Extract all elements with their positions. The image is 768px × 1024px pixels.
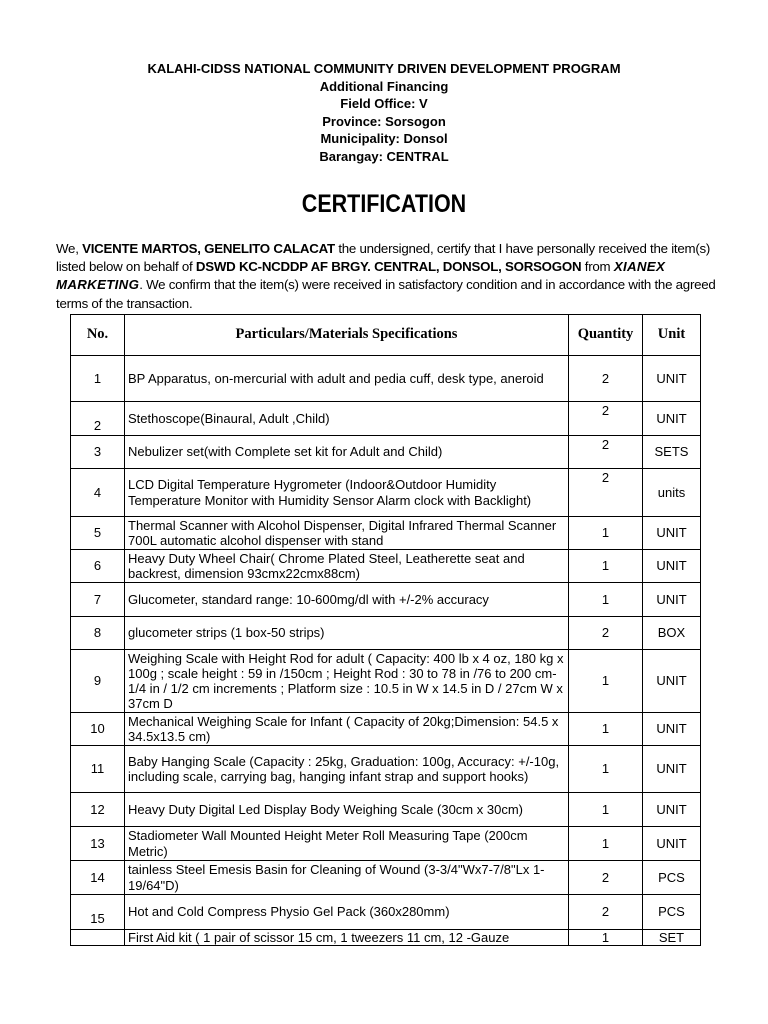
item-no: [71, 930, 125, 946]
table-row: [71, 550, 701, 583]
table-header-row: [71, 315, 701, 356]
item-description: Stethoscope(Binaural, Adult ,Child): [125, 402, 569, 436]
item-unit: PCS: [643, 861, 701, 895]
item-no: 3: [71, 436, 125, 469]
item-unit: UNIT: [643, 517, 701, 550]
table-row: [71, 617, 701, 650]
item-unit: UNIT: [643, 713, 701, 746]
field-office-line: Field Office: V: [340, 96, 428, 111]
item-description: Weighing Scale with Height Rod for adult ( Capacity: 400 lb x 4 oz, 180 kg x 100g ; scale height : 59 in /150cm ; Height Rod : 30 to 78 in /76 to 200 cm-1/4 in / 1/2 cm increments ; Platform size : 10.5 in W x 14.5 in D / 27cm W x 37cm D: [125, 650, 569, 713]
table-row: [71, 713, 701, 746]
item-quantity: 1: [569, 583, 643, 617]
table-row: [71, 436, 701, 469]
item-description: First Aid kit ( 1 pair of scissor 15 cm, 1 tweezers 11 cm, 12 -Gauze: [125, 930, 569, 946]
certification-paragraph: [56, 240, 716, 313]
table-row: [71, 583, 701, 617]
item-quantity: 1: [569, 793, 643, 827]
item-quantity: 1: [569, 746, 643, 793]
table-row: [71, 746, 701, 793]
item-no: 7: [71, 583, 125, 617]
item-description: Hot and Cold Compress Physio Gel Pack (360x280mm): [125, 895, 569, 930]
table-row: [71, 517, 701, 550]
table-row: [71, 793, 701, 827]
item-description: Heavy Duty Wheel Chair( Chrome Plated Steel, Leatherette seat and backrest, dimension 93cmx22cmx88cm): [125, 550, 569, 583]
item-no: 15: [71, 895, 125, 930]
intro-from: from: [581, 259, 614, 275]
item-description: LCD Digital Temperature Hygrometer (Indoor&Outdoor Humidity Temperature Monitor with Humidity Sensor Alarm clock with Backlight): [125, 469, 569, 517]
item-quantity: 1: [569, 517, 643, 550]
item-description: Heavy Duty Digital Led Display Body Weighing Scale (30cm x 30cm): [125, 793, 569, 827]
item-quantity: 2: [569, 469, 643, 517]
item-no: 10: [71, 713, 125, 746]
item-description: glucometer strips (1 box-50 strips): [125, 617, 569, 650]
item-no: 13: [71, 827, 125, 861]
intro-text-1: the undersigned, certify that I have personally received the item(s) listed below on behalf of: [56, 241, 711, 275]
item-unit: SET: [643, 930, 701, 946]
intro-we: We,: [56, 241, 83, 256]
item-description: Glucometer, standard range: 10-600mg/dl with +/-2% accuracy: [125, 583, 569, 617]
table-row: [71, 402, 701, 436]
item-no: 14: [71, 861, 125, 895]
item-quantity: 2: [569, 617, 643, 650]
municipality-line: Municipality: Donsol: [320, 131, 448, 146]
item-unit: UNIT: [643, 827, 701, 861]
item-no: 2: [71, 402, 125, 436]
document-title: CERTIFICATION: [301, 190, 467, 218]
table-row: [71, 827, 701, 861]
item-description: tainless Steel Emesis Basin for Cleaning of Wound (3-3/4"Wx7-7/8"Lx 1-19/64"D): [125, 861, 569, 895]
item-description: Mechanical Weighing Scale for Infant ( Capacity of 20kg;Dimension: 54.5 x 34.5x13.5 cm): [125, 713, 569, 746]
item-description: Stadiometer Wall Mounted Height Meter Roll Measuring Tape (200cm Metric): [125, 827, 569, 861]
organization-name: DSWD KC-NCDDP AF BRGY. CENTRAL, DONSOL, SORSOGON: [195, 259, 582, 275]
item-quantity: 2: [569, 895, 643, 930]
item-unit: BOX: [643, 617, 701, 650]
item-no: 6: [71, 550, 125, 583]
header-quantity: Quantity: [569, 315, 643, 356]
item-no: 1: [71, 356, 125, 402]
header-particulars: Particulars/Materials Specifications: [125, 315, 569, 356]
item-unit: PCS: [643, 895, 701, 930]
item-quantity: 1: [569, 930, 643, 946]
table-row: [71, 469, 701, 517]
table-row: [71, 650, 701, 713]
item-unit: UNIT: [643, 356, 701, 402]
program-name: KALAHI-CIDSS NATIONAL COMMUNITY DRIVEN DEVELOPMENT PROGRAM: [147, 61, 621, 76]
item-unit: UNIT: [643, 650, 701, 713]
item-quantity: 1: [569, 713, 643, 746]
item-quantity: 2: [569, 356, 643, 402]
item-unit: SETS: [643, 436, 701, 469]
table-row: [71, 861, 701, 895]
table-row: [71, 895, 701, 930]
header-no: No.: [71, 315, 125, 356]
financing-line: Additional Financing: [319, 78, 449, 94]
item-description: BP Apparatus, on-mercurial with adult and pedia cuff, desk type, aneroid: [125, 356, 569, 402]
item-description: Thermal Scanner with Alcohol Dispenser, Digital Infrared Thermal Scanner 700L automatic alcohol dispenser with stand: [125, 517, 569, 550]
item-description: Nebulizer set(with Complete set kit for Adult and Child): [125, 436, 569, 469]
item-quantity: 2: [569, 402, 643, 436]
item-quantity: 1: [569, 827, 643, 861]
item-quantity: 2: [569, 861, 643, 895]
item-unit: UNIT: [643, 746, 701, 793]
item-no: 12: [71, 793, 125, 827]
item-quantity: 2: [569, 436, 643, 469]
header-unit: Unit: [643, 315, 701, 356]
item-quantity: 1: [569, 650, 643, 713]
intro-text-2: . We confirm that the item(s) were received in satisfactory condition and in accordance with the agreed terms of the transaction.: [56, 277, 716, 311]
item-no: 9: [71, 650, 125, 713]
item-unit: units: [643, 469, 701, 517]
province-line: Province: Sorsogon: [322, 113, 446, 129]
item-unit: UNIT: [643, 583, 701, 617]
item-quantity: 1: [569, 550, 643, 583]
items-table: [70, 314, 701, 946]
item-no: 11: [71, 746, 125, 793]
table-row: [71, 930, 701, 946]
item-unit: UNIT: [643, 793, 701, 827]
item-description: Baby Hanging Scale (Capacity : 25kg, Graduation: 100g, Accuracy: +/-10g, including scale, carrying bag, hanging infant strap and support hooks): [125, 746, 569, 793]
supplier-name: XIANEX MARKETING: [56, 259, 666, 293]
table-row: [71, 356, 701, 402]
barangay-line: Barangay: CENTRAL: [319, 148, 449, 164]
item-no: 4: [71, 469, 125, 517]
recipient-names: VICENTE MARTOS, GENELITO CALACAT: [82, 241, 335, 256]
item-no: 8: [71, 617, 125, 650]
item-unit: UNIT: [643, 550, 701, 583]
item-unit: UNIT: [643, 402, 701, 436]
item-no: 5: [71, 517, 125, 550]
document-header: [0, 60, 768, 165]
